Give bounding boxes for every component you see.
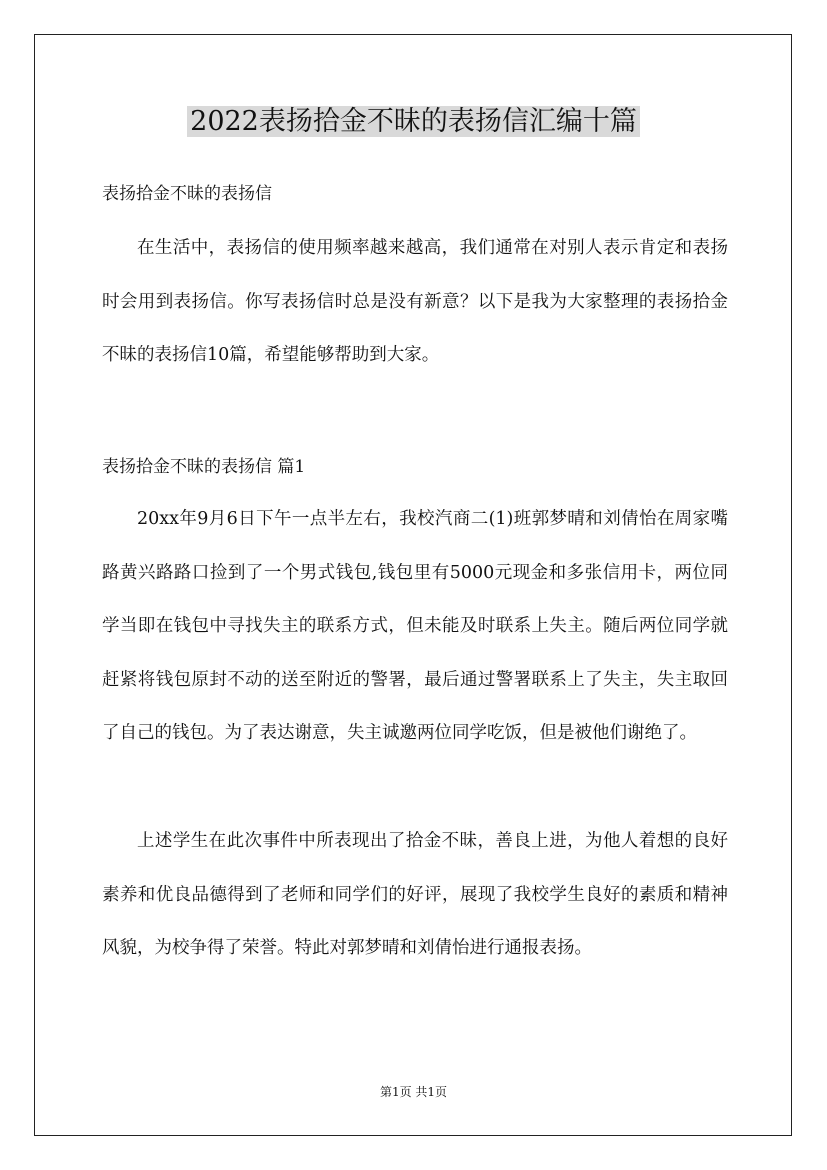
- page-number-label: 第1页 共1页: [379, 1085, 448, 1099]
- section-1-paragraph-2: 上述学生在此次事件中所表现出了拾金不昧，善良上进，为他人着想的良好素养和优良品德得到了老师和同学们的好评，展现了我校学生良好的素质和精神风貌，为校争得了荣誉。特此对郭梦晴和刘倩怡进行通报表扬。: [102, 831, 728, 958]
- document-title: [0, 104, 827, 140]
- page-footer: [0, 1084, 827, 1100]
- document-title-text: 2022表扬拾金不昧的表扬信汇编十篇: [187, 106, 640, 137]
- intro-heading: 表扬拾金不昧的表扬信: [102, 184, 272, 204]
- section-1-heading: 表扬拾金不昧的表扬信 篇1: [102, 457, 306, 477]
- intro-paragraph: 在生活中，表扬信的使用频率越来越高，我们通常在对别人表示肯定和表扬时会用到表扬信。你写表扬信时总是没有新意？以下是我为大家整理的表扬拾金不昧的表扬信10篇，希望能够帮助到大家。: [102, 238, 728, 365]
- section-1-paragraph-1: 20xx年9月6日下午一点半左右，我校汽商二(1)班郭梦晴和刘倩怡在周家嘴路黄兴路路口捡到了一个男式钱包,钱包里有5000元现金和多张信用卡，两位同学当即在钱包中寻找失主的联系方式，但未能及时联系上失主。随后两位同学就赶紧将钱包原封不动的送至附近的警署，最后通过警署联系上了失主，失主取回了自己的钱包。为了表达谢意，失主诚邀两位同学吃饭，但是被他们谢绝了。: [102, 509, 728, 743]
